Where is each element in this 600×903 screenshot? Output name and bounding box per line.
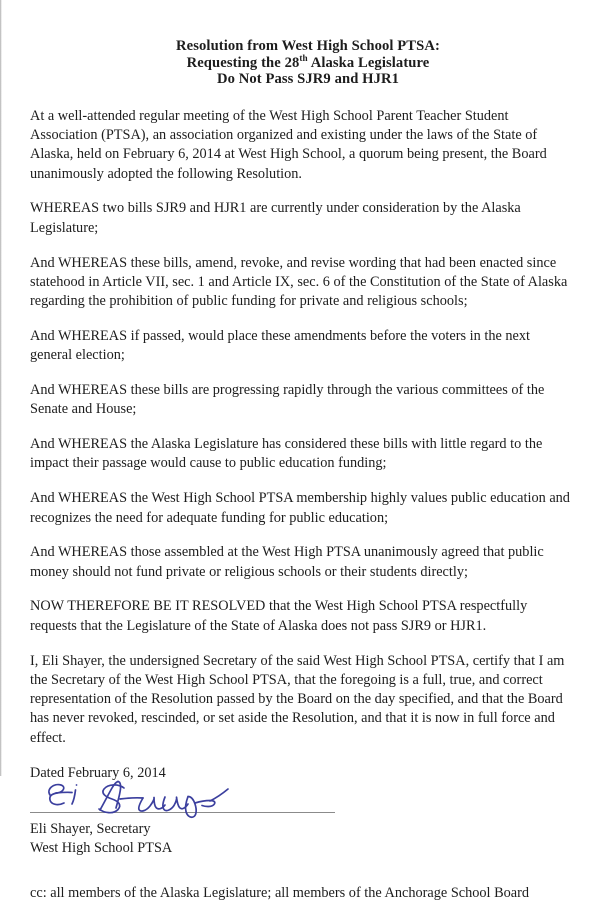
signatory-name: Eli Shayer, Secretary	[30, 820, 151, 837]
paragraph-whereas-1: WHEREAS two bills SJR9 and HJR1 are currently under consideration by the Alaska Legislature;	[30, 200, 521, 236]
signature-rule	[30, 812, 335, 813]
title-line-2-before: Requesting the 28	[186, 54, 300, 71]
paragraph-preamble: At a well-attended regular meeting of the West High School Parent Teacher Student Association (PTSA), an association organized and existing under the laws of the State of Alaska, held on February 6, 2014 at West High School, a quorum being present, the Board unanimously adopted the following Resolution.	[30, 107, 547, 182]
title-line-2	[30, 52, 586, 72]
dated-label: Dated February 6, 2014	[30, 764, 166, 781]
document-body	[30, 88, 586, 903]
document-title	[30, 0, 586, 88]
paragraph-certification: I, Eli Shayer, the undersigned Secretary of the said West High School PTSA, certify that I am the Secretary of the West High School PTSA, that the foregoing is a full, true, and correct representation of the Resolution passed by the Board on the day specified, and that the Board has never revoked, rescinded, or set aside the Resolution, and that it is now in full force and effect.	[30, 652, 565, 746]
title-line-2-after: Alaska Legislature	[307, 54, 430, 71]
paragraph-whereas-5: And WHEREAS the Alaska Legislature has considered these bills with little regard to the impact their passage would cause to public education funding;	[30, 436, 543, 472]
title-line-3: Do Not Pass SJR9 and HJR1	[216, 71, 400, 88]
cc-line: cc: all members of the Alaska Legislature; all members of the Anchorage School Board	[30, 884, 530, 901]
paragraph-whereas-6: And WHEREAS the West High School PTSA membership highly values public education and recognizes the need for adequate funding for public education;	[30, 490, 570, 526]
signatory-organization: West High School PTSA	[30, 839, 173, 856]
paragraph-resolved: NOW THEREFORE BE IT RESOLVED that the West High School PTSA respectfully requests that the Legislature of the State of Alaska does not pass SJR9 or HJR1.	[30, 598, 528, 634]
paragraph-whereas-7: And WHEREAS those assembled at the West High PTSA unanimously agreed that public money should not fund private or religious schools or their students directly;	[30, 544, 544, 580]
paragraph-whereas-3: And WHEREAS if passed, would place these amendments before the voters in the next general election;	[30, 327, 530, 364]
paragraph-whereas-2: And WHEREAS these bills, amend, revoke, and revise wording that had been enacted since statehood in Article VII, sec. 1 and Article IX, sec. 6 of the Constitution of the State of Alaska regarding the prohibition of public funding for private and religious schools;	[30, 254, 568, 310]
paragraph-whereas-4: And WHEREAS these bills are progressing rapidly through the various committees of the Senate and House;	[30, 382, 545, 418]
title-line-1: Resolution from West High School PTSA:	[176, 38, 440, 54]
signature-area	[30, 783, 335, 819]
ordinal-suffix: th	[299, 52, 308, 63]
handwritten-signature-icon	[42, 779, 252, 821]
signature-block	[30, 764, 586, 857]
